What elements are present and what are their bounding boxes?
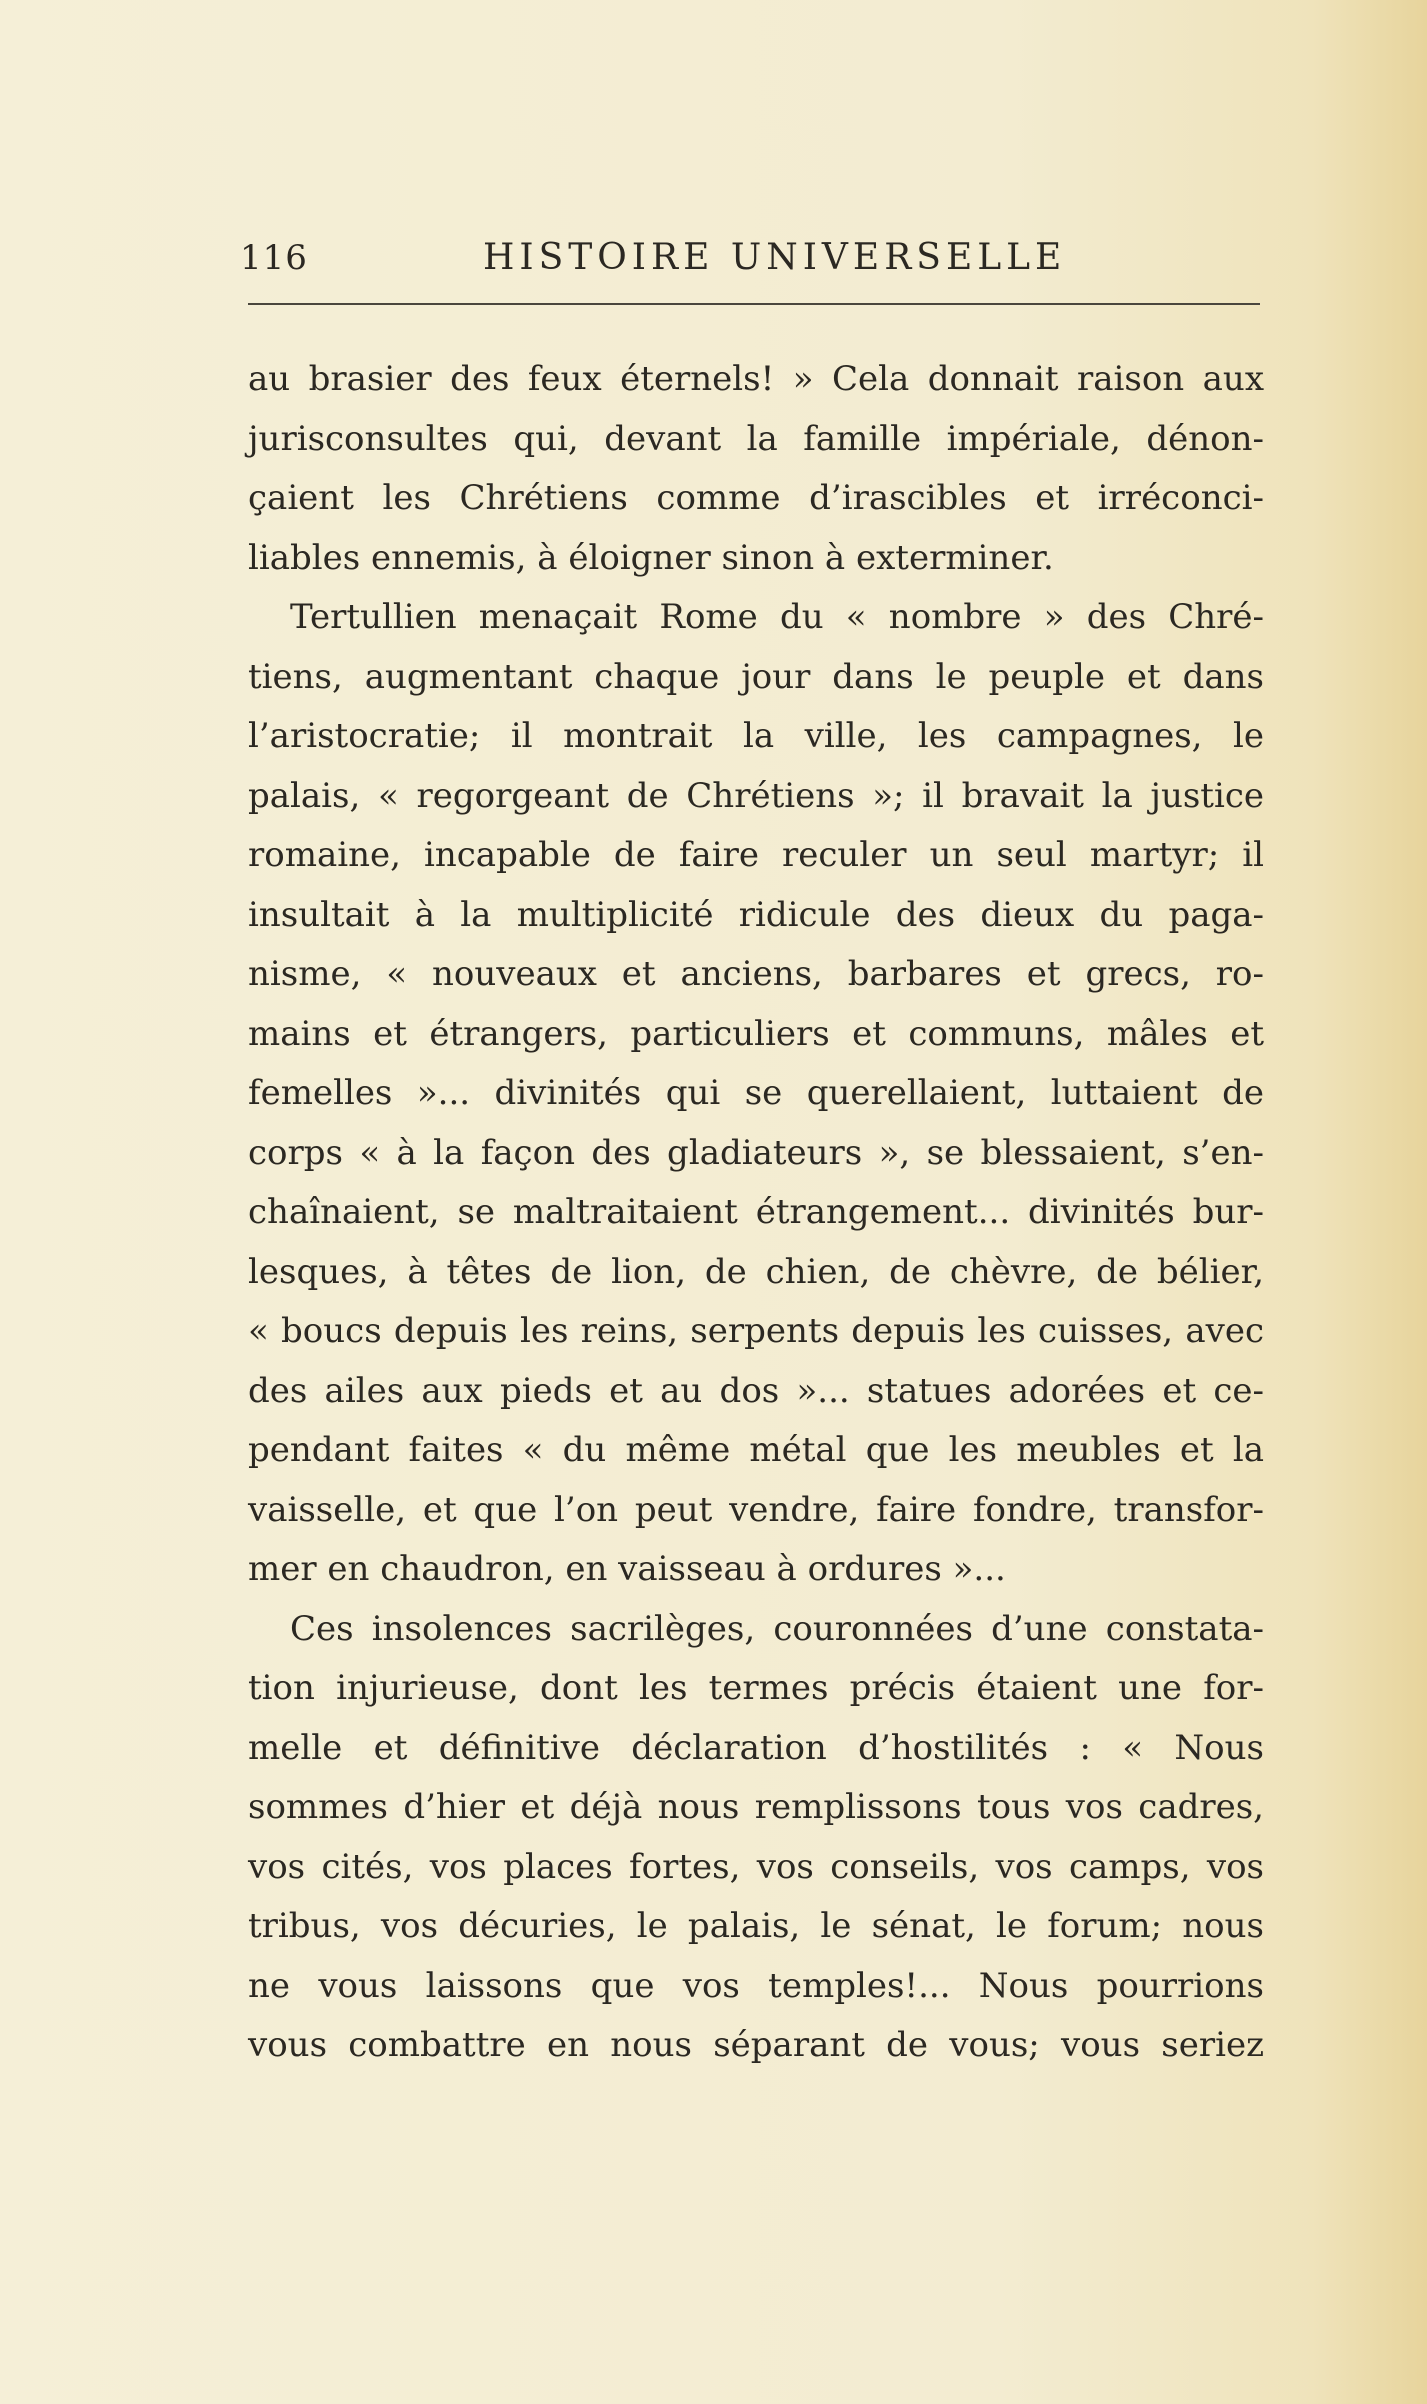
text-line: mer en chaudron, en vaisseau à ordures »... xyxy=(248,1549,1006,1589)
text-line: « boucs depuis les reins, serpents depuis les cuisses, avec xyxy=(248,1311,1264,1351)
text-line: lesques, à têtes de lion, de chien, de chèvre, de bélier, xyxy=(248,1251,1264,1292)
text-line: au brasier des feux éternels! » Cela donnait raison aux xyxy=(248,359,1264,399)
text-line: chaînaient, se maltraitaient étrangement... divinités bur- xyxy=(248,1192,1264,1232)
text-line: vaisselle, et que l’on peut vendre, faire fondre, transfor- xyxy=(248,1489,1264,1530)
running-head xyxy=(240,228,1260,288)
text-line: vos cités, vos places fortes, vos conseils, vos camps, vos xyxy=(248,1846,1264,1887)
text-line: femelles »... divinités qui se querellaient, luttaient de xyxy=(248,1073,1264,1113)
text-line: Tertullien menaçait Rome du « nombre » des Chré- xyxy=(290,597,1264,637)
text-line: melle et définitive déclaration d’hostilités : « Nous xyxy=(248,1727,1264,1768)
header-rule xyxy=(248,303,1260,305)
text-line: insultait à la multiplicité ridicule des dieux du paga- xyxy=(248,894,1264,935)
text-line: corps « à la façon des gladiateurs », se blessaient, s’en- xyxy=(248,1132,1264,1173)
text-line: sommes d’hier et déjà nous remplissons tous vos cadres, xyxy=(248,1787,1264,1827)
text-line: çaient les Chrétiens comme d’irascibles et irréconci- xyxy=(248,478,1264,518)
text-line: jurisconsultes qui, devant la famille impériale, dénon- xyxy=(248,418,1264,459)
text-line: liables ennemis, à éloigner sinon à exterminer. xyxy=(248,537,1054,578)
page-number: 116 xyxy=(240,238,308,278)
text-line: tiens, augmentant chaque jour dans le peuple et dans xyxy=(248,656,1264,697)
text-line: palais, « regorgeant de Chrétiens »; il bravait la justice xyxy=(248,775,1264,816)
running-title: HISTOIRE UNIVERSELLE xyxy=(483,237,1067,278)
text-line: pendant faites « du même métal que les meubles et la xyxy=(248,1430,1264,1470)
text-line: tion injurieuse, dont les termes précis étaient une for- xyxy=(248,1668,1264,1708)
text-line: des ailes aux pieds et au dos »... statues adorées et ce- xyxy=(248,1370,1264,1411)
text-line: Ces insolences sacrilèges, couronnées d’une constata- xyxy=(290,1608,1264,1649)
text-line: romaine, incapable de faire reculer un seul martyr; il xyxy=(248,835,1264,875)
text-line: nisme, « nouveaux et anciens, barbares et grecs, ro- xyxy=(248,954,1264,994)
body-text xyxy=(248,350,1264,2076)
text-line: mains et étrangers, particuliers et communs, mâles et xyxy=(248,1013,1264,1054)
text-line: ne vous laissons que vos temples!... Nous pourrions xyxy=(248,1965,1264,2006)
text-line: l’aristocratie; il montrait la ville, les campagnes, le xyxy=(248,716,1264,756)
text-line: vous combattre en nous séparant de vous; vous seriez xyxy=(248,2025,1264,2065)
text-line: tribus, vos décuries, le palais, le sénat, le forum; nous xyxy=(248,1906,1264,1946)
